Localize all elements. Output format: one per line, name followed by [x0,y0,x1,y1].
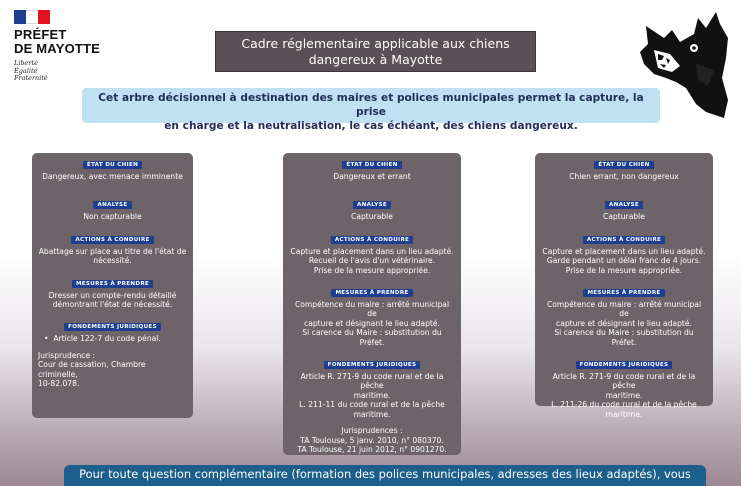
etat-section: ÉTAT DU CHIEN Dangereux, avec menace imminente [42,162,183,181]
etat-label: ÉTAT DU CHIEN [594,161,653,169]
fondements-section: FONDEMENTS JURIDIQUES • Article 122-7 du code pénal. Jurisprudence : Cour de cassation, Chambre criminelle, 10-82.078. [38,321,187,388]
analyse-label: ANALYSE [605,201,643,209]
etat-label: ÉTAT DU CHIEN [83,161,142,169]
etat-section: ÉTAT DU CHIEN Chien errant, non dangereux [569,162,679,181]
analyse-label: ANALYSE [93,201,131,209]
decision-column-3 [535,153,713,419]
decision-column-2 [283,153,461,455]
fondements-label: FONDEMENTS JURIDIQUES [64,323,161,331]
actions-label: ACTIONS À CONDUIRE [71,236,153,244]
mesures-label: MESURES À PRENDRE [331,289,412,297]
actions-label: ACTIONS À CONDUIRE [331,236,413,244]
footer-banner: Pour toute question complémentaire (formation des polices municipales, adresses des lieux adaptés), vous [64,465,706,486]
fondements-section: FONDEMENTS JURIDIQUES Article R. 271-9 du code rural et de la pêche maritime. L. 211-11 du code rural et de la pêche maritime. Jurisprudences : TA Toulouse, 5 janv. 2010, n° 080370. TA Toulouse, 21 juin 2012, n° 0901270. [297,362,447,454]
analyse-label: ANALYSE [353,201,391,209]
republic-motto: Liberté Égalité Fraternité [14,59,48,82]
analyse-section: ANALYSE Capturable [351,202,393,222]
analyse-section: ANALYSE Non capturable [83,202,142,222]
mesures-section: MESURES À PRENDRE Compétence du maire : arrêté municipal de capture et désignant le lieu adapté. Si carence du Maire : substitution du Préfet. [546,290,702,347]
fondements-label: FONDEMENTS JURIDIQUES [576,361,673,369]
etat-label: ÉTAT DU CHIEN [342,161,401,169]
mesures-label: MESURES À PRENDRE [72,280,153,288]
fondements-label: FONDEMENTS JURIDIQUES [324,361,421,369]
mesures-section: MESURES À PRENDRE Compétence du maire : arrêté municipal de capture et désignant le lieu adapté. Si carence du Maire : substitution du Préfet. [294,290,450,347]
actions-label: ACTIONS À CONDUIRE [583,236,665,244]
intro-banner: Cet arbre décisionnel à destination des maires et polices municipales permet la capture, la prise en charge et la neutralisation, le cas échéant, des chiens dangereux. [82,88,660,123]
actions-section: ACTIONS À CONDUIRE Capture et placement dans un lieu adapté. Garde pendant un délai franc de 4 jours. Prise de la mesure appropriée. [542,236,706,275]
mesures-section: MESURES À PRENDRE Dresser un compte-rendu détaillé démontrant l'état de nécessité. [48,280,177,310]
mesures-label: MESURES À PRENDRE [583,289,664,297]
fondement-item: • Article 122-7 du code pénal. [44,334,161,344]
fondements-section: FONDEMENTS JURIDIQUES Article R. 271-9 du code rural et de la pêche maritime. L. 211-26 du code rural et de la pêche maritime. [551,362,697,419]
decision-column-1 [32,153,193,418]
actions-section: ACTIONS À CONDUIRE Capture et placement dans un lieu adapté. Recueil de l'avis d'un vétérinaire. Prise de la mesure appropriée. [290,236,454,275]
analyse-section: ANALYSE Capturable [603,202,645,222]
etat-section: ÉTAT DU CHIEN Dangereux et errant [333,162,411,181]
actions-section: ACTIONS À CONDUIRE Abattage sur place au titre de l'état de nécessité. [38,236,187,266]
prefecture-logo [14,10,124,83]
page-title: Cadre réglementaire applicable aux chiens dangereux à Mayotte [215,31,536,72]
marianne-flag-icon [14,10,50,24]
prefecture-name: PRÉFET DE MAYOTTE [14,27,101,56]
